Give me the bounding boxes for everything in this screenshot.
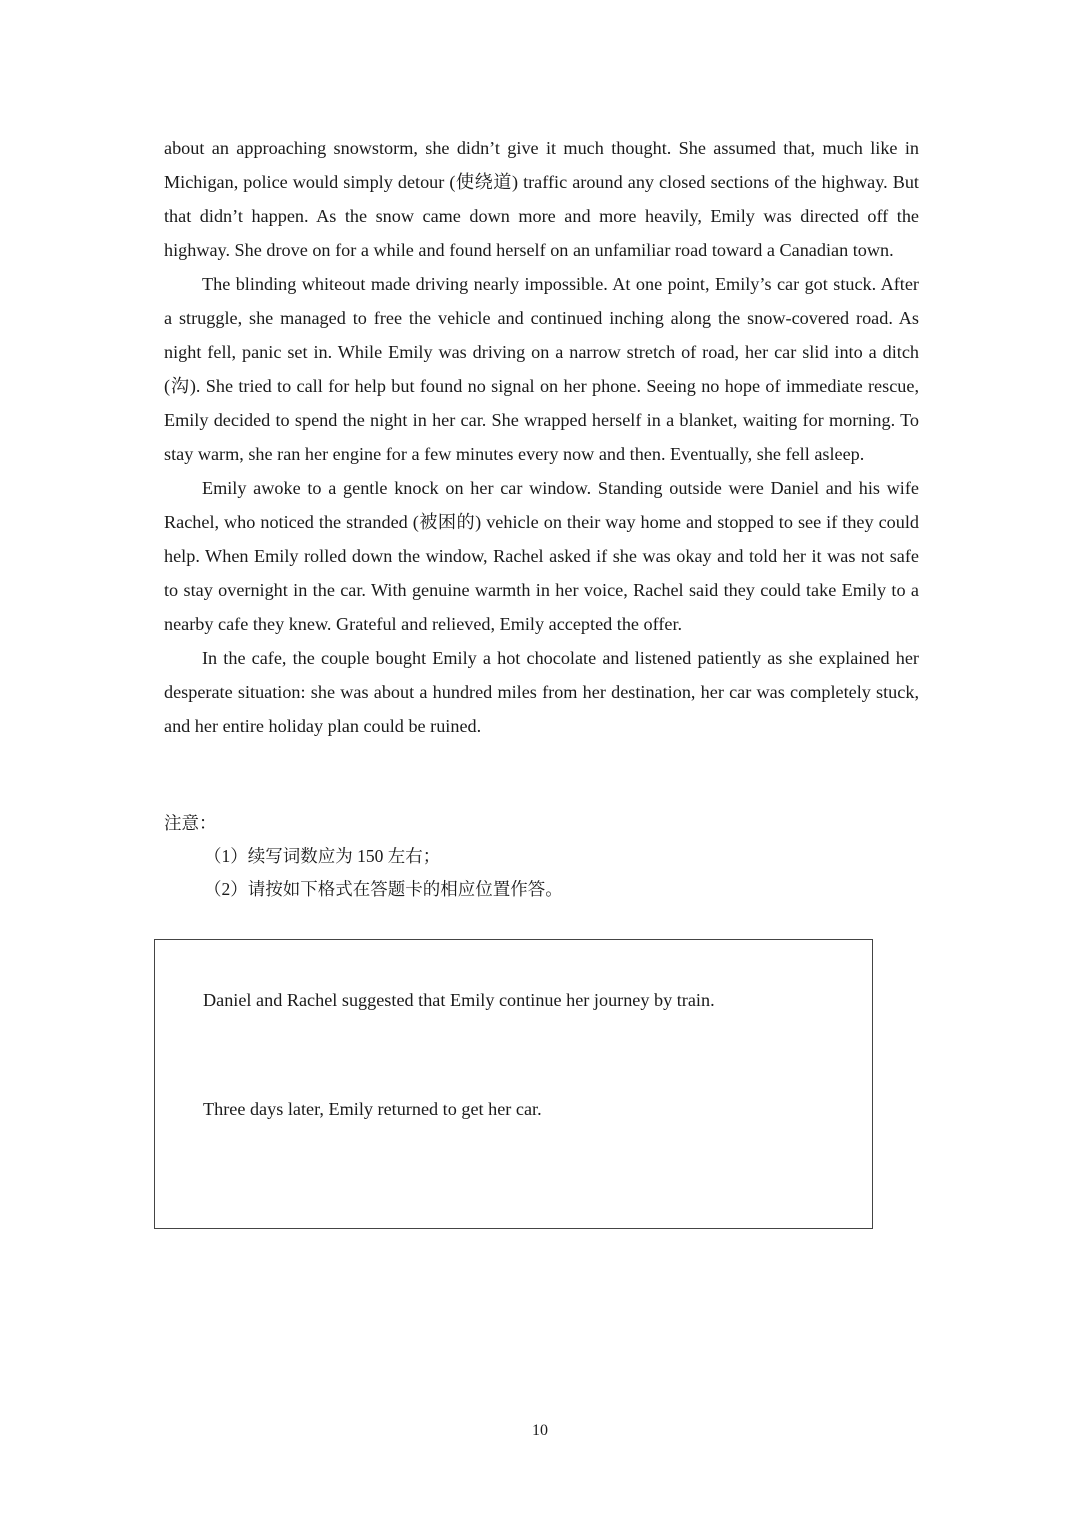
instructions-heading: 注意： <box>164 813 217 833</box>
story-paragraph-3: Emily awoke to a gentle knock on her car window. Standing outside were Daniel and his wife Rachel, who noticed the stranded (被困的) vehicle on their way home and stopped to see if they could help. When Emily rolled down the window, Rachel asked if she was okay and told her it was not safe to stay overnight in the car. With genuine warmth in her voice, Rachel said they could take Emily to a nearby cafe they knew. Grateful and relieved, Emily accepted the offer. <box>164 478 919 634</box>
story-text <box>164 131 919 743</box>
page-number: 10 <box>532 1422 548 1439</box>
instructions <box>164 807 919 906</box>
continuation-prompt-1: Daniel and Rachel suggested that Emily continue her journey by train. <box>203 990 715 1010</box>
instruction-item-1: （1）续写词数应为 150 左右； <box>204 846 441 866</box>
story-paragraph-4: In the cafe, the couple bought Emily a hot chocolate and listened patiently as she explained her desperate situation: she was about a hundred miles from her destination, her car was completely stuck, and her entire holiday plan could be ruined. <box>164 648 919 736</box>
instruction-item-2: （2）请按如下格式在答题卡的相应位置作答。 <box>204 879 563 899</box>
answer-format-box <box>154 939 873 1229</box>
story-paragraph-1: about an approaching snowstorm, she didn’t give it much thought. She assumed that, much like in Michigan, police would simply detour (使绕道) traffic around any closed sections of the highway. But that didn’t happen. As the snow came down more and more heavily, Emily was directed off the highway. She drove on for a while and found herself on an unfamiliar road toward a Canadian town. <box>164 138 919 260</box>
story-paragraph-2: The blinding whiteout made driving nearly impossible. At one point, Emily’s car got stuck. After a struggle, she managed to free the vehicle and continued inching along the snow-covered road. As night fell, panic set in. While Emily was driving on a narrow stretch of road, her car slid into a ditch (沟). She tried to call for help but found no signal on her phone. Seeing no hope of immediate rescue, Emily decided to spend the night in her car. She wrapped herself in a blanket, waiting for morning. To stay warm, she ran her engine for a few minutes every now and then. Eventually, she fell asleep. <box>164 274 919 464</box>
continuation-prompt-2: Three days later, Emily returned to get her car. <box>203 1099 542 1119</box>
